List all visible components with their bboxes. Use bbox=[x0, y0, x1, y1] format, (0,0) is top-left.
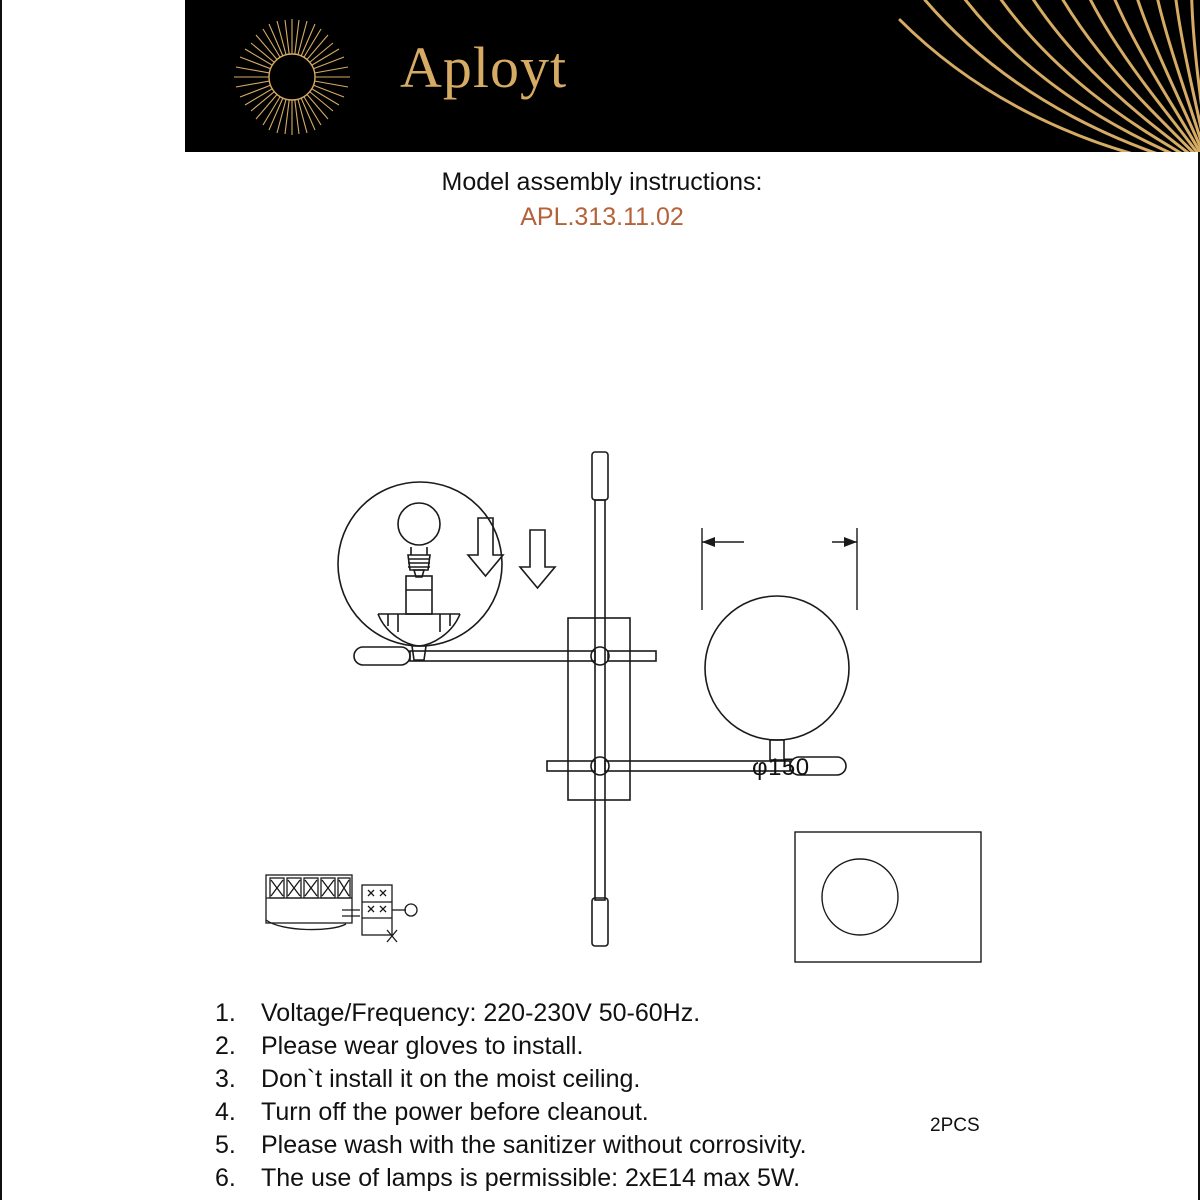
terminal-block-diagram bbox=[266, 875, 417, 942]
spare-parts-box bbox=[795, 832, 981, 962]
list-item-text: The use of lamps is permissible: 2xE14 max 5W. bbox=[261, 1164, 801, 1192]
wall-lamp-assembly-diagram bbox=[354, 452, 849, 946]
list-item bbox=[215, 997, 1175, 1030]
list-item-number: 4. bbox=[215, 1098, 236, 1126]
list-item-text: Please wash with the sanitizer without corrosivity. bbox=[261, 1131, 807, 1159]
list-item bbox=[215, 1162, 1175, 1195]
instruction-list bbox=[215, 997, 1175, 1195]
list-item-number: 1. bbox=[215, 999, 236, 1027]
sunburst-icon bbox=[232, 17, 352, 137]
list-item-number: 5. bbox=[215, 1131, 236, 1159]
page-title: Model assembly instructions: bbox=[441, 168, 763, 196]
list-item bbox=[215, 1030, 1175, 1063]
list-item-number: 2. bbox=[215, 1032, 236, 1060]
model-code: APL.313.11.02 bbox=[520, 203, 684, 231]
brand-logo-text: Aployt bbox=[400, 35, 568, 100]
dimension-line bbox=[702, 528, 857, 610]
pcs-label: 2PCS bbox=[930, 1115, 980, 1136]
brand-banner bbox=[185, 0, 1200, 152]
list-item-text: Please wear gloves to install. bbox=[261, 1032, 584, 1060]
palm-fan-icon bbox=[880, 0, 1200, 152]
list-item bbox=[215, 1129, 1175, 1162]
list-item-text: Don`t install it on the moist ceiling. bbox=[261, 1065, 641, 1093]
list-item-text: Turn off the power before cleanout. bbox=[261, 1098, 649, 1126]
down-arrow-icon bbox=[520, 530, 555, 588]
assembly-diagram-svg bbox=[2, 230, 1200, 970]
down-arrow-icon bbox=[468, 518, 503, 576]
list-item-number: 6. bbox=[215, 1164, 236, 1192]
list-item-number: 3. bbox=[215, 1065, 236, 1093]
dimension-label: φ150 bbox=[752, 754, 810, 781]
glass-globe-diagram bbox=[338, 482, 502, 646]
list-item bbox=[215, 1063, 1175, 1096]
light-bulb-diagram bbox=[398, 503, 440, 577]
list-item bbox=[215, 1096, 1175, 1129]
list-item-text: Voltage/Frequency: 220-230V 50-60Hz. bbox=[261, 999, 701, 1027]
